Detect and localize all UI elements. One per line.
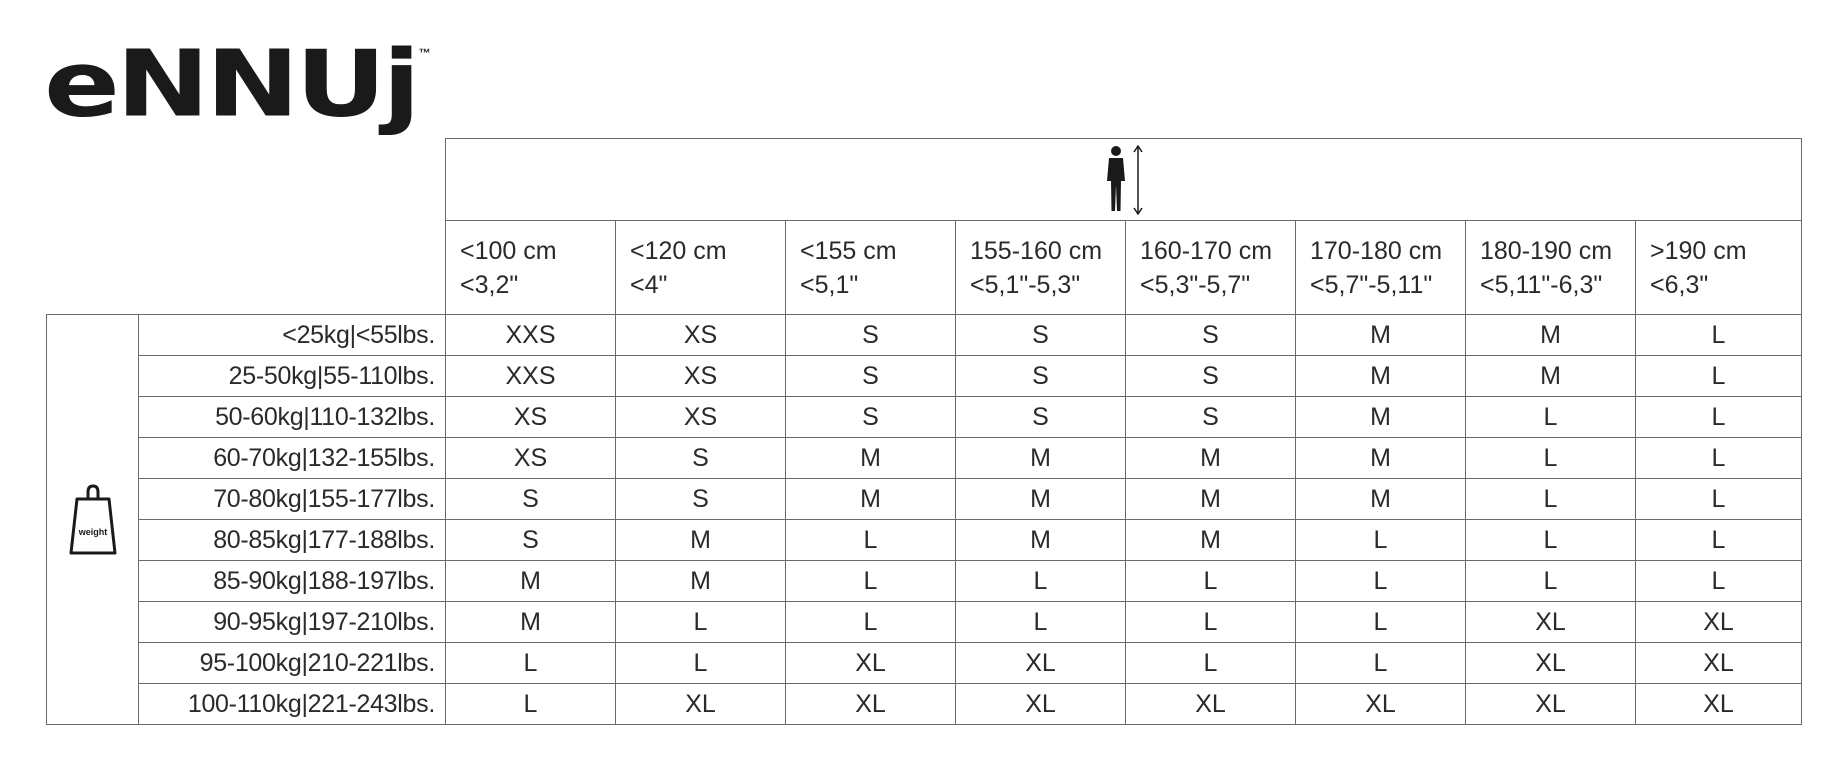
table-row xyxy=(47,602,1802,643)
height-column-header xyxy=(956,221,1126,315)
weight-range-label: 25-50kg|55-110lbs. xyxy=(139,356,446,397)
height-cm-label: >190 cm xyxy=(1650,236,1747,265)
trademark-symbol: ™ xyxy=(418,46,431,60)
size-cell: M xyxy=(446,561,616,602)
size-cell: M xyxy=(1296,479,1466,520)
size-cell: XL xyxy=(1126,684,1296,725)
size-cell: M xyxy=(1126,479,1296,520)
size-cell: L xyxy=(1466,479,1636,520)
size-cell: XL xyxy=(1636,643,1802,684)
size-cell: L xyxy=(1296,561,1466,602)
table-row xyxy=(47,520,1802,561)
size-cell: S xyxy=(446,520,616,561)
weight-icon xyxy=(68,483,118,557)
table-row xyxy=(47,356,1802,397)
size-cell: L xyxy=(1636,315,1802,356)
logo-wordmark: eNNUj xyxy=(44,30,417,138)
size-cell: S xyxy=(616,479,786,520)
size-cell: XL xyxy=(786,684,956,725)
size-cell: XL xyxy=(786,643,956,684)
height-cm-label: 155-160 cm xyxy=(970,236,1103,265)
size-cell: M xyxy=(956,438,1126,479)
size-cell: L xyxy=(786,520,956,561)
size-cell: S xyxy=(786,356,956,397)
corner-blank xyxy=(47,139,446,221)
size-cell: M xyxy=(1296,315,1466,356)
height-cm-label: 180-190 cm xyxy=(1480,236,1613,265)
size-cell: L xyxy=(1126,643,1296,684)
size-chart-table xyxy=(46,138,1802,725)
size-cell: S xyxy=(616,438,786,479)
size-cell: M xyxy=(616,520,786,561)
table-row xyxy=(47,315,1802,356)
weight-range-label: 85-90kg|188-197lbs. xyxy=(139,561,446,602)
size-cell: L xyxy=(956,561,1126,602)
size-cell: XL xyxy=(956,643,1126,684)
size-cell: L xyxy=(1296,643,1466,684)
size-cell: L xyxy=(1126,602,1296,643)
size-cell: S xyxy=(956,356,1126,397)
size-cell: L xyxy=(1636,561,1802,602)
size-cell: L xyxy=(1466,520,1636,561)
size-cell: L xyxy=(1466,397,1636,438)
size-cell: L xyxy=(1636,397,1802,438)
size-cell: M xyxy=(1466,315,1636,356)
size-cell: L xyxy=(1466,438,1636,479)
size-cell: S xyxy=(956,315,1126,356)
size-cell: M xyxy=(1126,438,1296,479)
weight-range-label: 90-95kg|197-210lbs. xyxy=(139,602,446,643)
table-row xyxy=(47,684,1802,725)
height-column-header xyxy=(786,221,956,315)
height-inch-label: <5,1"-5,3" xyxy=(970,270,1081,299)
size-cell: L xyxy=(446,684,616,725)
height-column-header xyxy=(1466,221,1636,315)
person-height-icon xyxy=(1102,145,1146,215)
size-cell: XL xyxy=(1466,684,1636,725)
size-cell: M xyxy=(446,602,616,643)
weight-range-label: 100-110kg|221-243lbs. xyxy=(139,684,446,725)
size-cell: S xyxy=(1126,315,1296,356)
size-cell: XL xyxy=(1636,684,1802,725)
height-inch-label: <4" xyxy=(630,270,668,299)
size-cell: L xyxy=(956,602,1126,643)
weight-range-label: 50-60kg|110-132lbs. xyxy=(139,397,446,438)
height-inch-label: <5,7"-5,11" xyxy=(1310,270,1433,299)
size-cell: M xyxy=(1126,520,1296,561)
height-inch-label: <5,11"-6,3" xyxy=(1480,270,1603,299)
height-cm-label: <120 cm xyxy=(630,236,727,265)
size-cell: XL xyxy=(1466,602,1636,643)
size-cell: S xyxy=(1126,397,1296,438)
size-cell: M xyxy=(616,561,786,602)
height-inch-label: <6,3" xyxy=(1650,270,1709,299)
size-cell: XL xyxy=(1466,643,1636,684)
table-row xyxy=(47,397,1802,438)
table-row xyxy=(47,479,1802,520)
size-cell: L xyxy=(1296,602,1466,643)
height-column-header xyxy=(616,221,786,315)
size-cell: L xyxy=(446,643,616,684)
size-cell: M xyxy=(1296,438,1466,479)
size-cell: L xyxy=(1636,438,1802,479)
height-column-header xyxy=(1126,221,1296,315)
size-cell: XS xyxy=(616,397,786,438)
weight-icon-label: weight xyxy=(78,526,107,537)
size-cell: M xyxy=(956,520,1126,561)
size-cell: XL xyxy=(616,684,786,725)
size-cell: L xyxy=(1296,520,1466,561)
size-cell: L xyxy=(616,602,786,643)
height-column-header xyxy=(446,221,616,315)
weight-range-label: 60-70kg|132-155lbs. xyxy=(139,438,446,479)
size-cell: XL xyxy=(1296,684,1466,725)
height-cm-label: 170-180 cm xyxy=(1310,236,1443,265)
size-cell: L xyxy=(616,643,786,684)
height-icon-row xyxy=(47,139,1802,221)
size-cell: S xyxy=(786,315,956,356)
height-inch-label: <5,3"-5,7" xyxy=(1140,270,1251,299)
size-cell: XL xyxy=(956,684,1126,725)
size-cell: L xyxy=(786,561,956,602)
size-cell: XS xyxy=(616,356,786,397)
weight-range-label: 95-100kg|210-221lbs. xyxy=(139,643,446,684)
size-cell: M xyxy=(786,479,956,520)
weight-range-label: 80-85kg|177-188lbs. xyxy=(139,520,446,561)
height-inch-label: <5,1" xyxy=(800,270,859,299)
size-cell: XS xyxy=(616,315,786,356)
size-cell: L xyxy=(1636,479,1802,520)
size-cell: XS xyxy=(446,397,616,438)
table-row xyxy=(47,438,1802,479)
size-cell: L xyxy=(786,602,956,643)
size-cell: L xyxy=(1636,356,1802,397)
corner-blank xyxy=(47,221,446,315)
weight-header xyxy=(47,315,139,725)
height-columns-row xyxy=(47,221,1802,315)
size-cell: XXS xyxy=(446,356,616,397)
table-row xyxy=(47,561,1802,602)
size-cell: M xyxy=(786,438,956,479)
size-cell: M xyxy=(1466,356,1636,397)
weight-range-label: <25kg|<55lbs. xyxy=(139,315,446,356)
height-cm-label: 160-170 cm xyxy=(1140,236,1273,265)
size-cell: L xyxy=(1466,561,1636,602)
size-cell: M xyxy=(1296,356,1466,397)
size-cell: M xyxy=(956,479,1126,520)
size-cell: S xyxy=(956,397,1126,438)
height-header xyxy=(446,139,1802,221)
size-cell: S xyxy=(1126,356,1296,397)
size-cell: L xyxy=(1126,561,1296,602)
size-cell: S xyxy=(446,479,616,520)
size-cell: M xyxy=(1296,397,1466,438)
size-cell: XXS xyxy=(446,315,616,356)
size-cell: XL xyxy=(1636,602,1802,643)
height-cm-label: <155 cm xyxy=(800,236,897,265)
height-inch-label: <3,2" xyxy=(460,270,519,299)
height-column-header xyxy=(1296,221,1466,315)
height-column-header xyxy=(1636,221,1802,315)
height-cm-label: <100 cm xyxy=(460,236,557,265)
size-cell: L xyxy=(1636,520,1802,561)
weight-range-label: 70-80kg|155-177lbs. xyxy=(139,479,446,520)
table-row xyxy=(47,643,1802,684)
size-cell: XS xyxy=(446,438,616,479)
size-cell: S xyxy=(786,397,956,438)
brand-logo xyxy=(44,30,431,148)
